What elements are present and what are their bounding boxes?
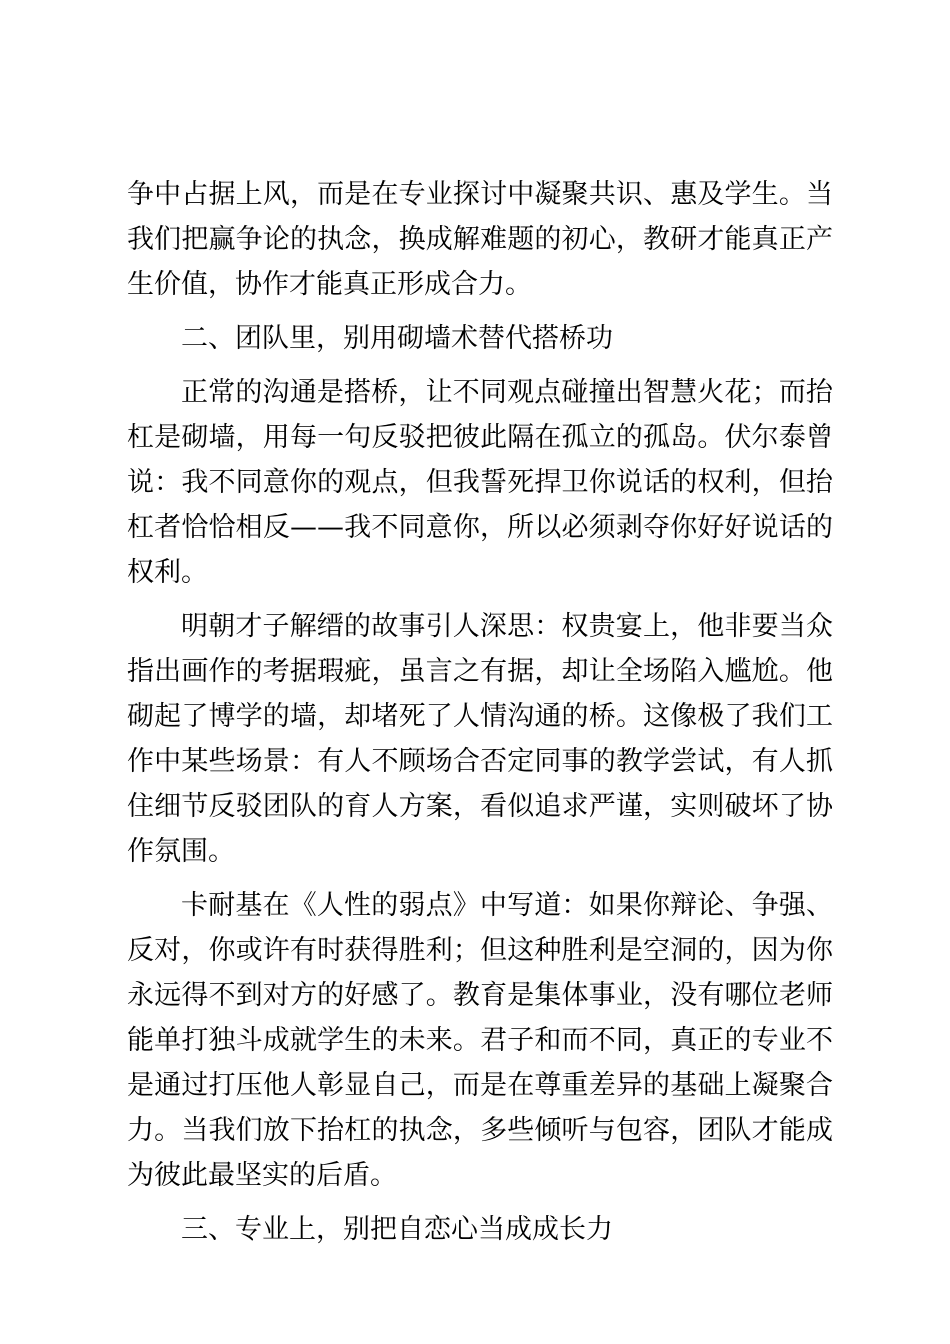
- body-paragraph: 争中占据上风，而是在专业探讨中凝聚共识、惠及学生。当我们把赢争论的执念，换成解难题的初心，教研才能真正产生价值，协作才能真正形成合力。: [127, 179, 833, 300]
- document-body: [127, 172, 833, 1261]
- section-heading: 三、专业上，别把自恋心当成成长力: [181, 1214, 613, 1245]
- section-heading: 二、团队里，别用砌墙术替代搭桥功: [181, 323, 613, 354]
- body-paragraph: 明朝才子解缙的故事引人深思：权贵宴上，他非要当众指出画作的考据瑕疵，虽言之有据，却让全场陷入尴尬。他砌起了博学的墙，却堵死了人情沟通的桥。这像极了我们工作中某些场景：有人不顾场合否定同事的教学尝试，有人抓住细节反驳团队的育人方案，看似追求严谨，实则破坏了协作氛围。: [127, 611, 833, 867]
- body-paragraph: 卡耐基在《人性的弱点》中写道：如果你辩论、争强、反对，你或许有时获得胜利；但这种胜利是空洞的，因为你永远得不到对方的好感了。教育是集体事业，没有哪位老师能单打独斗成就学生的未来。君子和而不同，真正的专业不是通过打压他人彰显自己，而是在尊重差异的基础上凝聚合力。当我们放下抬杠的执念，多些倾听与包容，团队才能成为彼此最坚实的后盾。: [127, 890, 833, 1191]
- body-paragraph: 正常的沟通是搭桥，让不同观点碰撞出智慧火花；而抬杠是砌墙，用每一句反驳把彼此隔在孤立的孤岛。伏尔泰曾说：我不同意你的观点，但我誓死捍卫你说话的权利，但抬杠者恰恰相反——我不同意你，所以必须剥夺你好好说话的权利。: [127, 377, 833, 588]
